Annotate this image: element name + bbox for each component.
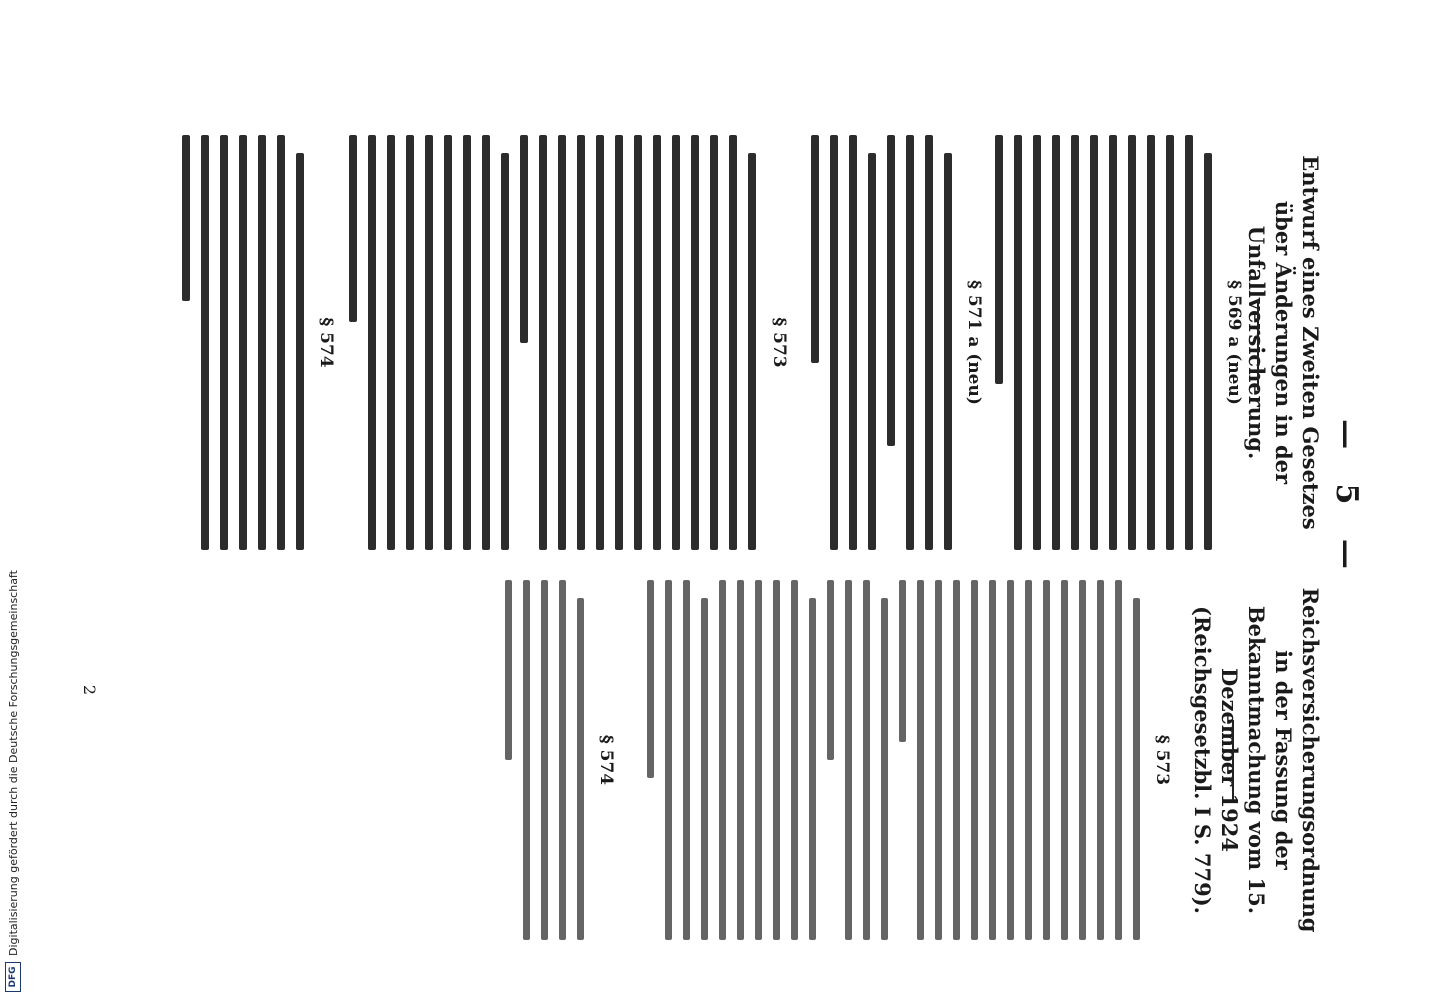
text-line	[971, 580, 978, 940]
text-line	[755, 580, 762, 940]
section-heading-573-left: § 573	[769, 317, 789, 368]
text-line	[849, 135, 857, 550]
section-heading-574-left: § 574	[316, 317, 336, 368]
text-line	[1033, 135, 1041, 550]
text-line	[773, 580, 780, 940]
section-heading-569a: § 569 a (neu)	[1224, 280, 1244, 405]
text-line	[995, 135, 1003, 384]
text-line	[683, 580, 690, 940]
text-line	[1052, 135, 1060, 550]
text-line	[1128, 135, 1136, 550]
text-line	[182, 135, 190, 301]
text-line	[701, 598, 708, 940]
text-line	[1097, 580, 1104, 940]
text-line	[710, 135, 718, 550]
text-line	[258, 135, 266, 550]
text-line	[349, 135, 357, 322]
text-line	[719, 580, 726, 940]
credit-text: Digitalisierung gefördert durch die Deutsche Forschungsgemeinschaft	[6, 570, 20, 956]
section-heading-571a: § 571 a (neu)	[964, 280, 984, 405]
text-line	[577, 135, 585, 550]
text-line	[1185, 135, 1193, 550]
footer-number: 2	[80, 684, 99, 696]
text-line	[1115, 580, 1122, 940]
left-heading-rule	[1257, 300, 1259, 390]
text-line	[1204, 153, 1212, 550]
text-line	[881, 598, 888, 940]
text-line	[647, 580, 654, 778]
right-heading-rule	[1232, 720, 1234, 800]
left-column-heading: Entwurf eines Zweiten Gesetzes über Änderungen in der Unfallversicherung.	[1244, 155, 1323, 530]
text-line	[596, 135, 604, 550]
text-line	[811, 135, 819, 363]
text-line	[463, 135, 471, 550]
text-line	[830, 135, 838, 550]
section-573-left-text	[338, 135, 756, 550]
right-column-heading-line1: Reichsversicherungsordnung in der Fassung der	[1271, 587, 1323, 933]
text-line	[239, 135, 247, 550]
text-line	[1147, 135, 1155, 550]
text-line	[558, 135, 566, 550]
text-line	[748, 153, 756, 550]
text-line	[482, 135, 490, 550]
text-line	[501, 153, 509, 550]
right-column-heading-line3: (Reichsgesetzbl. I S. 779).	[1190, 606, 1215, 914]
text-line	[559, 580, 566, 940]
page-number: — 5 —	[1329, 419, 1364, 581]
digitization-credit	[0, 0, 26, 1000]
text-line	[809, 598, 816, 940]
text-line	[201, 135, 209, 550]
text-line	[672, 135, 680, 550]
text-line	[791, 580, 798, 940]
text-line	[425, 135, 433, 550]
text-line	[505, 580, 512, 760]
text-line	[906, 135, 914, 550]
text-line	[520, 135, 528, 343]
section-heading-573-right: § 573	[1152, 734, 1172, 786]
text-line	[887, 135, 895, 446]
text-line	[845, 580, 852, 940]
section-569a-text	[984, 135, 1212, 550]
text-line	[1014, 135, 1022, 550]
text-line	[863, 580, 870, 940]
text-line	[953, 580, 960, 940]
text-line	[577, 598, 584, 940]
section-573-right-text	[636, 580, 1140, 940]
section-heading-574-right: § 574	[596, 734, 616, 786]
left-column	[1243, 135, 1324, 550]
text-line	[634, 135, 642, 550]
text-line	[653, 135, 661, 550]
text-line	[444, 135, 452, 550]
text-line	[917, 580, 924, 940]
text-line	[615, 135, 623, 550]
text-line	[665, 580, 672, 940]
text-line	[277, 135, 285, 550]
text-line	[935, 580, 942, 940]
text-line	[899, 580, 906, 742]
text-line	[827, 580, 834, 760]
text-line	[1043, 580, 1050, 940]
text-line	[989, 580, 996, 940]
text-line	[539, 135, 547, 550]
text-line	[1025, 580, 1032, 940]
text-line	[925, 135, 933, 550]
text-line	[1071, 135, 1079, 550]
text-line	[541, 580, 548, 940]
right-column-heading-line2: Bekanntmachung vom 15. Dezember 1924	[1217, 605, 1269, 915]
text-line	[1133, 598, 1140, 940]
text-line	[1061, 580, 1068, 940]
text-line	[406, 135, 414, 550]
section-571a-text	[800, 135, 952, 550]
text-line	[523, 580, 530, 940]
text-line	[737, 580, 744, 940]
text-line	[1079, 580, 1086, 940]
text-line	[296, 153, 304, 550]
right-column	[1189, 580, 1324, 940]
text-line	[387, 135, 395, 550]
text-line	[368, 135, 376, 550]
section-574-left-text	[171, 135, 304, 550]
text-line	[944, 153, 952, 550]
text-line	[220, 135, 228, 550]
text-line	[1007, 580, 1014, 940]
text-line	[1166, 135, 1174, 550]
text-line	[1109, 135, 1117, 550]
dfg-logo: DFG	[5, 962, 21, 992]
text-line	[1090, 135, 1098, 550]
section-574-right-text	[494, 580, 584, 940]
text-line	[691, 135, 699, 550]
text-line	[729, 135, 737, 550]
text-line	[868, 153, 876, 550]
